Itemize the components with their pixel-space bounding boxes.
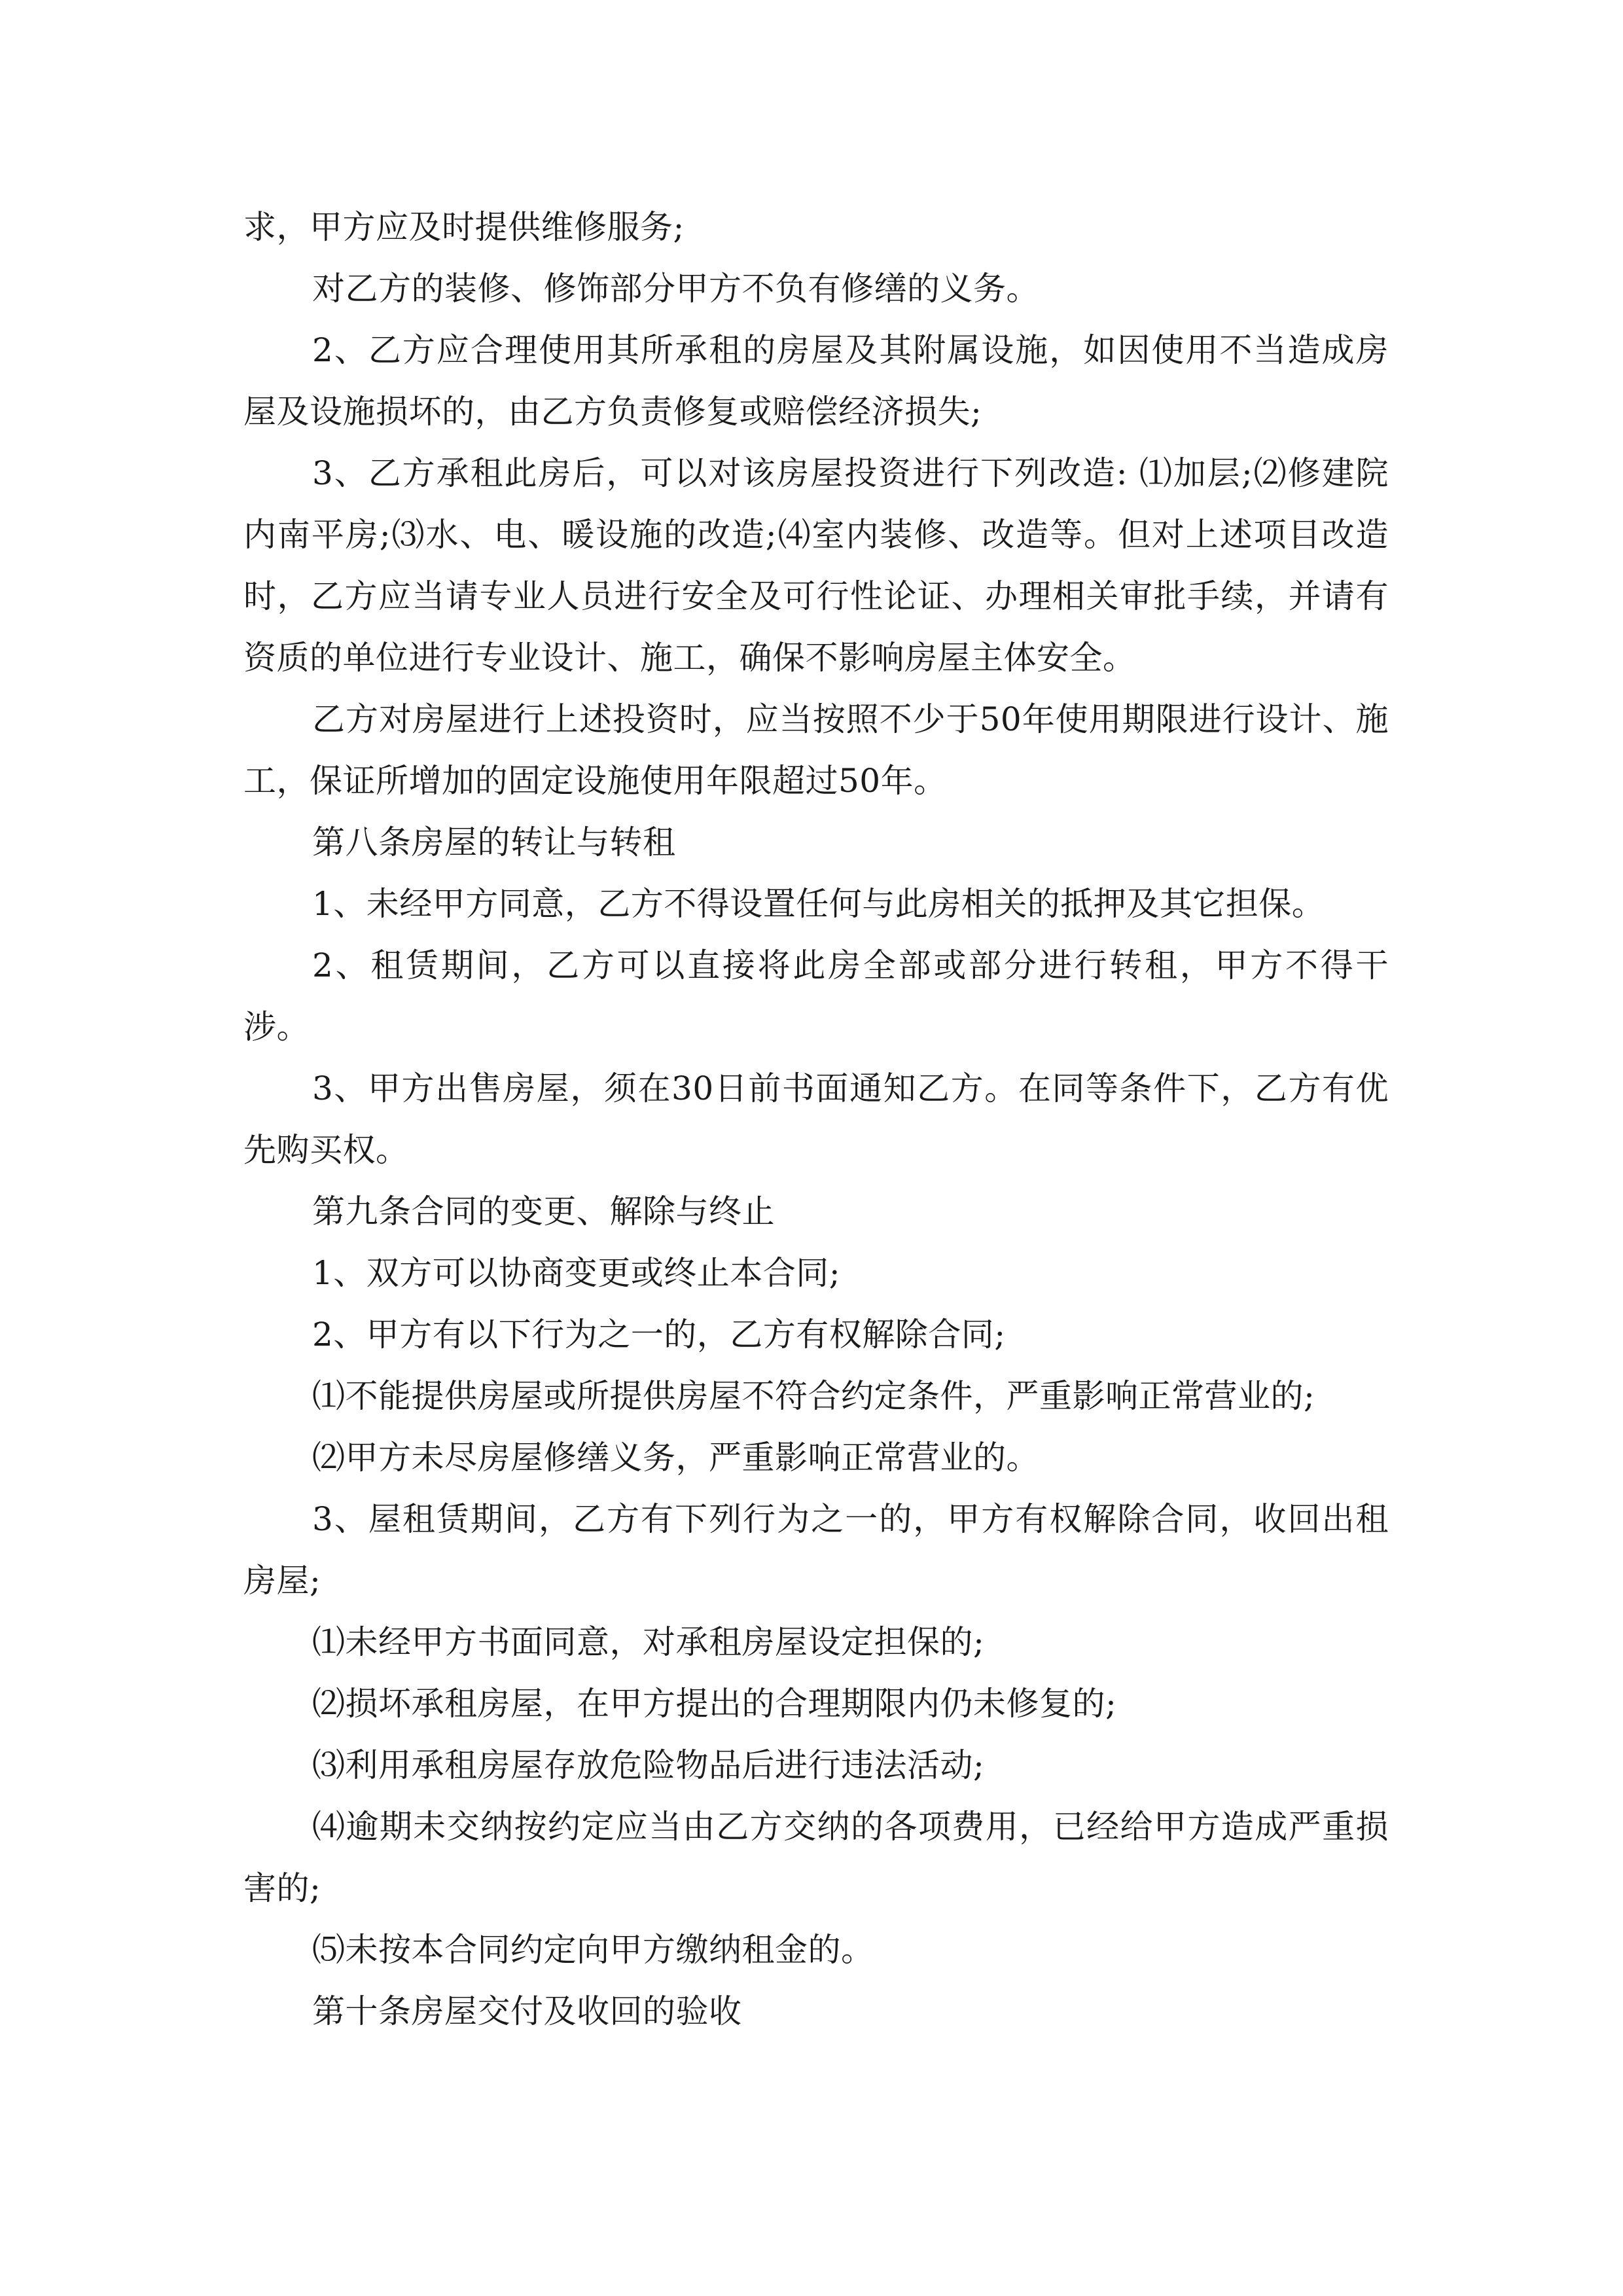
list-item: ⑴未经甲方书面同意，对承租房屋设定担保的; xyxy=(312,1623,985,1661)
paragraph: 3、屋租赁期间，乙方有下列行为之一的，甲方有权解除合同，收回出租房屋; xyxy=(243,1500,1389,1600)
list-item: ⑸未按本合同约定向甲方缴纳租金的。 xyxy=(312,1931,874,1969)
list-item: ⑴不能提供房屋或所提供房屋不符合约定条件，严重影响正常营业的; xyxy=(312,1377,1315,1415)
list-item: ⑶利用承租房屋存放危险物品后进行违法活动; xyxy=(312,1746,985,1784)
paragraph: 3、乙方承租此房后，可以对该房屋投资进行下列改造: ⑴加层;⑵修建院内南平房;⑶水、电、暖设施的改造;⑷室内装修、改造等。但对上述项目改造时，乙方应当请专业人员进行安全及可行性论证、办理相关审批手续，并请有资质的单位进行专业设计、施工，确保不影响房屋主体安全。 xyxy=(243,454,1389,677)
paragraph: 2、甲方有以下行为之一的，乙方有权解除合同; xyxy=(312,1316,1006,1354)
list-item: ⑵损坏承租房屋，在甲方提出的合理期限内仍未修复的; xyxy=(312,1685,1117,1723)
paragraph: 对乙方的装修、修饰部分甲方不负有修缮的义务。 xyxy=(312,270,1039,308)
list-item: ⑵甲方未尽房屋修缮义务，严重影响正常营业的。 xyxy=(312,1439,1039,1477)
section-heading-article-9: 第九条合同的变更、解除与终止 xyxy=(312,1193,775,1230)
list-item: ⑷逾期未交纳按约定应当由乙方交纳的各项费用，已经给甲方造成严重损害的; xyxy=(243,1808,1389,1907)
paragraph-continuation: 求，甲方应及时提供维修服务; xyxy=(243,208,685,246)
paragraph: 3、甲方出售房屋，须在30日前书面通知乙方。在同等条件下，乙方有优先购买权。 xyxy=(243,1069,1389,1169)
paragraph: 1、双方可以协商变更或终止本合同; xyxy=(312,1254,841,1292)
section-heading-article-10: 第十条房屋交付及收回的验收 xyxy=(312,1992,742,2030)
section-heading-article-8: 第八条房屋的转让与转租 xyxy=(312,823,676,861)
paragraph: 2、乙方应合理使用其所承租的房屋及其附属设施，如因使用不当造成房屋及设施损坏的，由乙方负责修复或赔偿经济损失; xyxy=(243,331,1389,431)
paragraph: 乙方对房屋进行上述投资时，应当按照不少于50年使用期限进行设计、施工，保证所增加的固定设施使用年限超过50年。 xyxy=(243,700,1389,800)
paragraph: 1、未经甲方同意，乙方不得设置任何与此房相关的抵押及其它担保。 xyxy=(312,885,1325,923)
document-body xyxy=(243,196,1389,2042)
paragraph: 2、租赁期间，乙方可以直接将此房全部或部分进行转租，甲方不得干涉。 xyxy=(243,946,1389,1046)
